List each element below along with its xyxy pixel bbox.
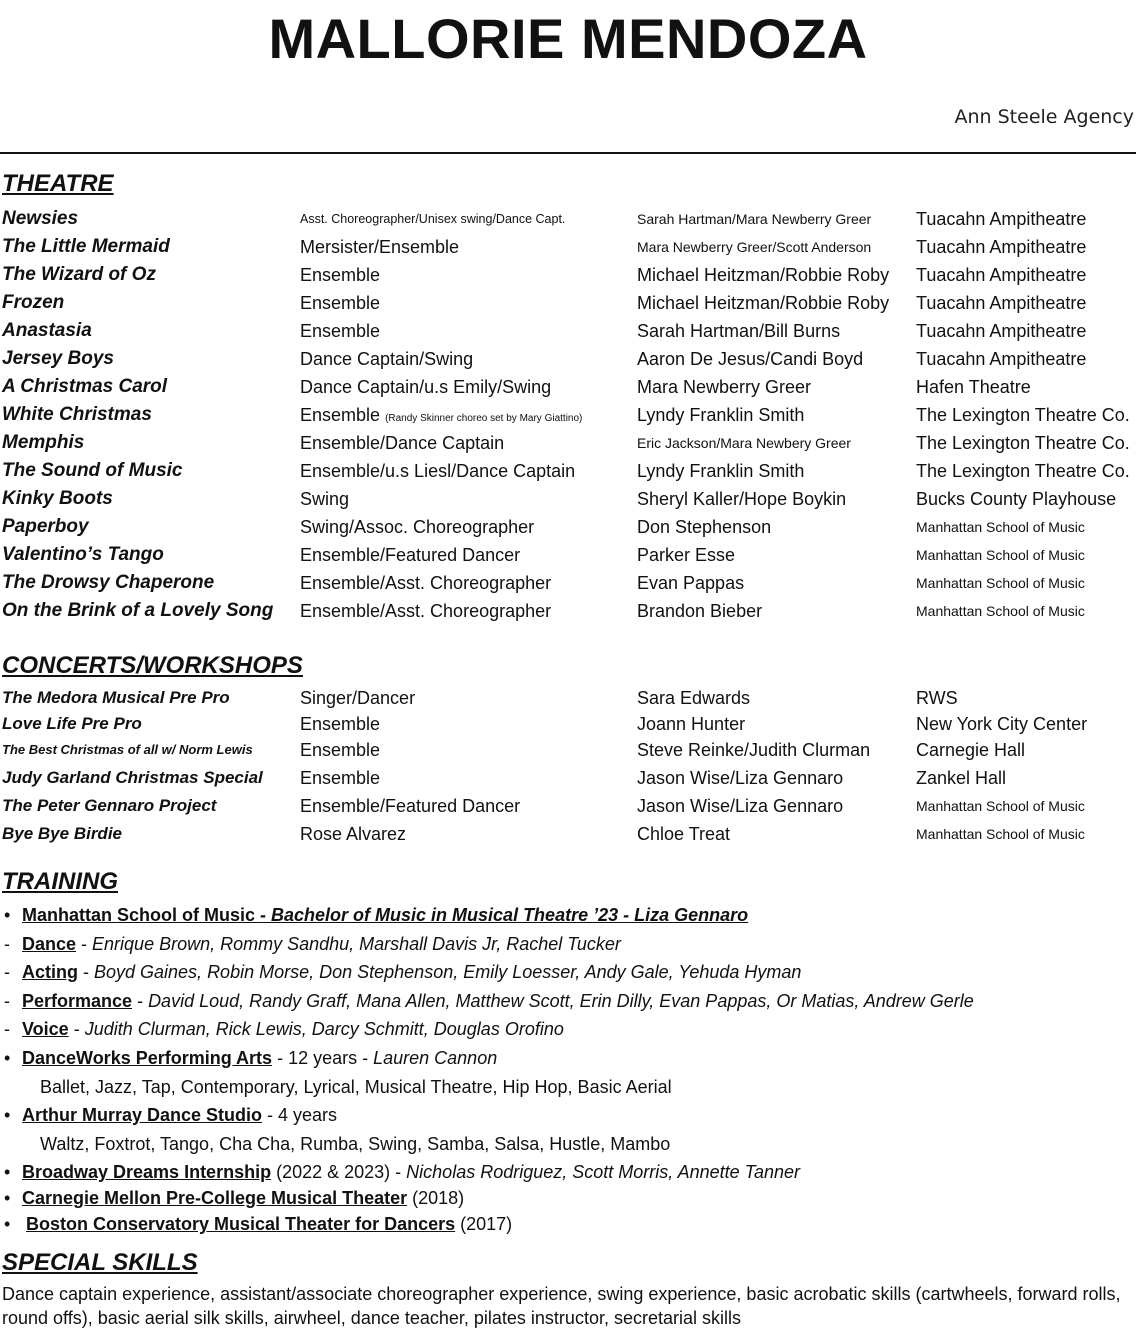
training-school: DanceWorks Performing Arts: [22, 1048, 273, 1068]
credit-row: [0, 792, 1136, 820]
credit-venue: Carnegie Hall: [916, 740, 1026, 760]
credit-show: The Little Mermaid: [2, 236, 170, 257]
training-sub-performance: - Performance - David Loud, Randy Graff, Mana Allen, Matthew Scott, Erin Dilly, Evan Pappas, Or Matias, Andrew Gerle: [4, 988, 974, 1014]
credit-venue: The Lexington Theatre Co.: [916, 405, 1130, 425]
credit-show: Memphis: [2, 432, 85, 453]
theatre-credits: [0, 205, 1136, 625]
bullet: •: [4, 1048, 11, 1068]
credit-director: Sheryl Kaller/Hope Boykin: [637, 489, 847, 509]
training-school: Boston Conservatory Musical Theater for Dancers: [26, 1214, 456, 1234]
dash: -: [4, 934, 10, 954]
agency-logo: [955, 106, 1135, 128]
credit-director: Lyndy Franklin Smith: [637, 405, 805, 425]
training-teacher: Lauren Cannon: [373, 1048, 498, 1068]
credit-show: A Christmas Carol: [2, 376, 168, 397]
credit-show: Anastasia: [2, 320, 92, 341]
credit-role: Ensemble/Dance Captain: [300, 433, 505, 453]
credit-director: Steve Reinke/Judith Clurman: [637, 740, 871, 760]
training-years: (2022 & 2023) -: [271, 1162, 407, 1182]
theatre-heading: THEATRE: [2, 170, 114, 197]
credit-row: [0, 764, 1136, 792]
training-cmu: [4, 1185, 464, 1211]
credit-venue: New York City Center: [916, 714, 1088, 734]
credit-role: Ensemble: [300, 321, 381, 341]
credit-role: Ensemble/Asst. Choreographer: [300, 573, 552, 593]
credit-show: Kinky Boots: [2, 488, 113, 509]
credit-director: Mara Newberry Greer/Scott Anderson: [637, 239, 872, 255]
training-years: - 4 years: [262, 1105, 338, 1125]
credit-row: [0, 457, 1136, 485]
credit-venue: Manhattan School of Music: [916, 826, 1085, 842]
credit-show: Newsies: [2, 208, 79, 229]
credit-venue: Hafen Theatre: [916, 377, 1031, 397]
credit-director: Sarah Hartman/Mara Newberry Greer: [637, 211, 872, 227]
bullet: •: [4, 1105, 11, 1125]
credit-show: The Peter Gennaro Project: [2, 796, 217, 815]
agency-name: Ann Steele Agency: [954, 106, 1134, 128]
training-sub-dance: - Dance - Enrique Brown, Rommy Sandhu, Marshall Davis Jr, Rachel Tucker: [4, 931, 621, 957]
credit-venue: Manhattan School of Music: [916, 575, 1085, 591]
credit-director: Michael Heitzman/Robbie Roby: [637, 265, 890, 285]
credit-role: Rose Alvarez: [300, 824, 407, 844]
credit-director: Jason Wise/Liza Gennaro: [637, 796, 844, 816]
credit-director: Brandon Bieber: [637, 601, 763, 621]
credit-show: The Best Christmas of all w/ Norm Lewis: [2, 742, 253, 757]
credit-role-main: Ensemble: [300, 405, 381, 425]
credit-show: Valentino’s Tango: [2, 544, 164, 565]
credit-venue: Tuacahn Ampitheatre: [916, 293, 1087, 313]
training-years: (2017): [455, 1214, 513, 1234]
credit-row: [0, 345, 1136, 373]
credit-venue: Tuacahn Ampitheatre: [916, 349, 1087, 369]
credit-venue: Manhattan School of Music: [916, 547, 1085, 563]
credit-director: Michael Heitzman/Robbie Roby: [637, 293, 890, 313]
performer-name: MALLORIE MENDOZA: [268, 7, 868, 70]
credit-show: White Christmas: [2, 404, 152, 425]
training-years: (2018): [407, 1188, 465, 1208]
credit-show: Frozen: [2, 292, 65, 313]
credit-row: [0, 736, 1136, 764]
training-arthur: [4, 1102, 337, 1128]
credit-role: Ensemble: [300, 293, 381, 313]
training-teacher: Nicholas Rodriguez, Scott Morris, Annette Tanner: [406, 1162, 801, 1182]
credit-director: Aaron De Jesus/Candi Boyd: [637, 349, 864, 369]
training-sub-names: Boyd Gaines, Robin Morse, Don Stephenson, Emily Loesser, Andy Gale, Yehuda Hyman: [94, 962, 802, 982]
credit-role: Ensemble: [300, 265, 381, 285]
credit-venue: Tuacahn Ampitheatre: [916, 209, 1087, 229]
credit-venue: The Lexington Theatre Co.: [916, 433, 1130, 453]
training-sub-names: Judith Clurman, Rick Lewis, Darcy Schmitt, Douglas Orofino: [84, 1019, 564, 1039]
concerts-heading: CONCERTS/WORKSHOPS: [2, 652, 303, 679]
credit-role: Ensemble: [300, 714, 381, 734]
credit-row: [0, 597, 1136, 625]
credit-director: Eric Jackson/Mara Newbery Greer: [637, 435, 851, 451]
training-school: Manhattan School of Music: [22, 905, 256, 925]
header-rule: [0, 152, 1136, 154]
bullet: •: [4, 1162, 11, 1182]
credit-row: [0, 684, 1136, 710]
training-sub-label: Voice: [22, 1019, 69, 1039]
credit-venue: Manhattan School of Music: [916, 603, 1085, 619]
dash: -: [4, 962, 10, 982]
training-sub-voice: - Voice - Judith Clurman, Rick Lewis, Darcy Schmitt, Douglas Orofino: [4, 1016, 564, 1042]
credit-director: Sarah Hartman/Bill Burns: [637, 321, 841, 341]
credit-role: Singer/Dancer: [300, 688, 416, 708]
credit-role: Ensemble: [300, 768, 381, 788]
training-sub-label: Performance: [22, 991, 133, 1011]
credit-row: [0, 513, 1136, 541]
credit-show: The Wizard of Oz: [2, 264, 156, 285]
credit-role: Ensemble/Featured Dancer: [300, 796, 521, 816]
credit-row: [0, 233, 1136, 261]
credit-show: The Sound of Music: [2, 460, 183, 481]
training-school: Carnegie Mellon Pre-College Musical Theater: [22, 1188, 408, 1208]
credit-venue: Manhattan School of Music: [916, 798, 1085, 814]
credit-role: Swing/Assoc. Choreographer: [300, 517, 535, 537]
credit-show: The Medora Musical Pre Pro: [2, 688, 230, 707]
credit-venue: Manhattan School of Music: [916, 519, 1085, 535]
credit-role: Ensemble/u.s Liesl/Dance Captain: [300, 461, 576, 481]
training-school: Broadway Dreams Internship: [22, 1162, 272, 1182]
credit-director: Evan Pappas: [637, 573, 745, 593]
credit-show: The Drowsy Chaperone: [2, 572, 215, 593]
credit-role: Ensemble: [300, 740, 381, 760]
training-sub-names: Enrique Brown, Rommy Sandhu, Marshall Davis Jr, Rachel Tucker: [92, 934, 621, 954]
credit-venue: The Lexington Theatre Co.: [916, 461, 1130, 481]
credit-show: Paperboy: [2, 516, 89, 537]
credit-row: [0, 289, 1136, 317]
training-sub-label: Acting: [22, 962, 78, 982]
credit-show: Bye Bye Birdie: [2, 824, 122, 843]
credit-venue: RWS: [916, 688, 958, 708]
training-sub-label: Dance: [22, 934, 77, 954]
credit-director: Don Stephenson: [637, 517, 772, 537]
dash: -: [4, 991, 10, 1011]
training-sub-acting: - Acting - Boyd Gaines, Robin Morse, Don Stephenson, Emily Loesser, Andy Gale, Yehuda Hyman: [4, 959, 801, 985]
skills-text: Dance captain experience, assistant/associate choreographer experience, swing experience, basic acrobatic skills (cartwheels, forward rolls, round offs), basic aerial silk skills, airwheel, dance teacher, pilates instructor, secretarial skills: [2, 1284, 1121, 1328]
bullet: •: [4, 1214, 11, 1234]
training-broadway: [4, 1159, 800, 1185]
credit-venue: Zankel Hall: [916, 768, 1007, 788]
credit-director: Lyndy Franklin Smith: [637, 461, 805, 481]
credit-row: [0, 541, 1136, 569]
bullet: •: [4, 905, 11, 925]
training-degree: - Bachelor of Music in Musical Theatre ’23 - Liza Gennaro: [255, 905, 749, 925]
credit-role: Ensemble/Featured Dancer: [300, 545, 521, 565]
credit-row: [0, 373, 1136, 401]
training-danceworks-styles: Ballet, Jazz, Tap, Contemporary, Lyrical, Musical Theatre, Hip Hop, Basic Aerial: [40, 1077, 672, 1097]
credit-row: [0, 710, 1136, 736]
credit-row: [0, 485, 1136, 513]
credit-director: Joann Hunter: [637, 714, 746, 734]
credit-director: Chloe Treat: [637, 824, 731, 844]
training-heading: TRAINING: [2, 868, 118, 895]
credit-director: Jason Wise/Liza Gennaro: [637, 768, 844, 788]
credit-role: Asst. Choreographer/Unisex swing/Dance Capt.: [300, 212, 566, 226]
credit-venue: Tuacahn Ampitheatre: [916, 237, 1087, 257]
credit-show: Love Life Pre Pro: [2, 714, 142, 733]
credit-role: Mersister/Ensemble: [300, 237, 460, 257]
credit-director: Sara Edwards: [637, 688, 751, 708]
credit-row: [0, 569, 1136, 597]
credit-venue: Tuacahn Ampitheatre: [916, 265, 1087, 285]
credit-show: Judy Garland Christmas Special: [2, 768, 263, 787]
credit-director: Mara Newberry Greer: [637, 377, 812, 397]
skills-heading: SPECIAL SKILLS: [2, 1249, 198, 1276]
credit-director: Parker Esse: [637, 545, 736, 565]
credit-role: Swing: [300, 489, 350, 509]
training-danceworks: [4, 1045, 497, 1071]
credit-venue: Bucks County Playhouse: [916, 489, 1117, 509]
credit-role-note: (Randy Skinner choreo set by Mary Giattino): [385, 413, 583, 424]
credit-row: [0, 429, 1136, 457]
credit-role: Dance Captain/Swing: [300, 349, 474, 369]
credit-show: Jersey Boys: [2, 348, 114, 369]
credit-row: [0, 820, 1136, 848]
training-sub-names: David Loud, Randy Graff, Mana Allen, Matthew Scott, Erin Dilly, Evan Pappas, Or Matias, Andrew Gerle: [148, 991, 974, 1011]
training-school: Arthur Murray Dance Studio: [22, 1105, 263, 1125]
credit-row: [0, 261, 1136, 289]
training-arthur-styles: Waltz, Foxtrot, Tango, Cha Cha, Rumba, Swing, Samba, Salsa, Hustle, Mambo: [40, 1134, 671, 1154]
concerts-credits: [0, 684, 1136, 848]
dash: -: [4, 1019, 10, 1039]
credit-show: On the Brink of a Lovely Song: [2, 600, 274, 621]
bullet: •: [4, 1188, 11, 1208]
training-years: - 12 years -: [272, 1048, 374, 1068]
credit-venue: Tuacahn Ampitheatre: [916, 321, 1087, 341]
credit-row: [0, 401, 1136, 429]
credit-role: Dance Captain/u.s Emily/Swing: [300, 377, 552, 397]
credit-row: [0, 205, 1136, 233]
training-boston: [4, 1211, 512, 1237]
credit-row: [0, 317, 1136, 345]
credit-role: Ensemble/Asst. Choreographer: [300, 601, 552, 621]
training-msm: [4, 902, 748, 928]
